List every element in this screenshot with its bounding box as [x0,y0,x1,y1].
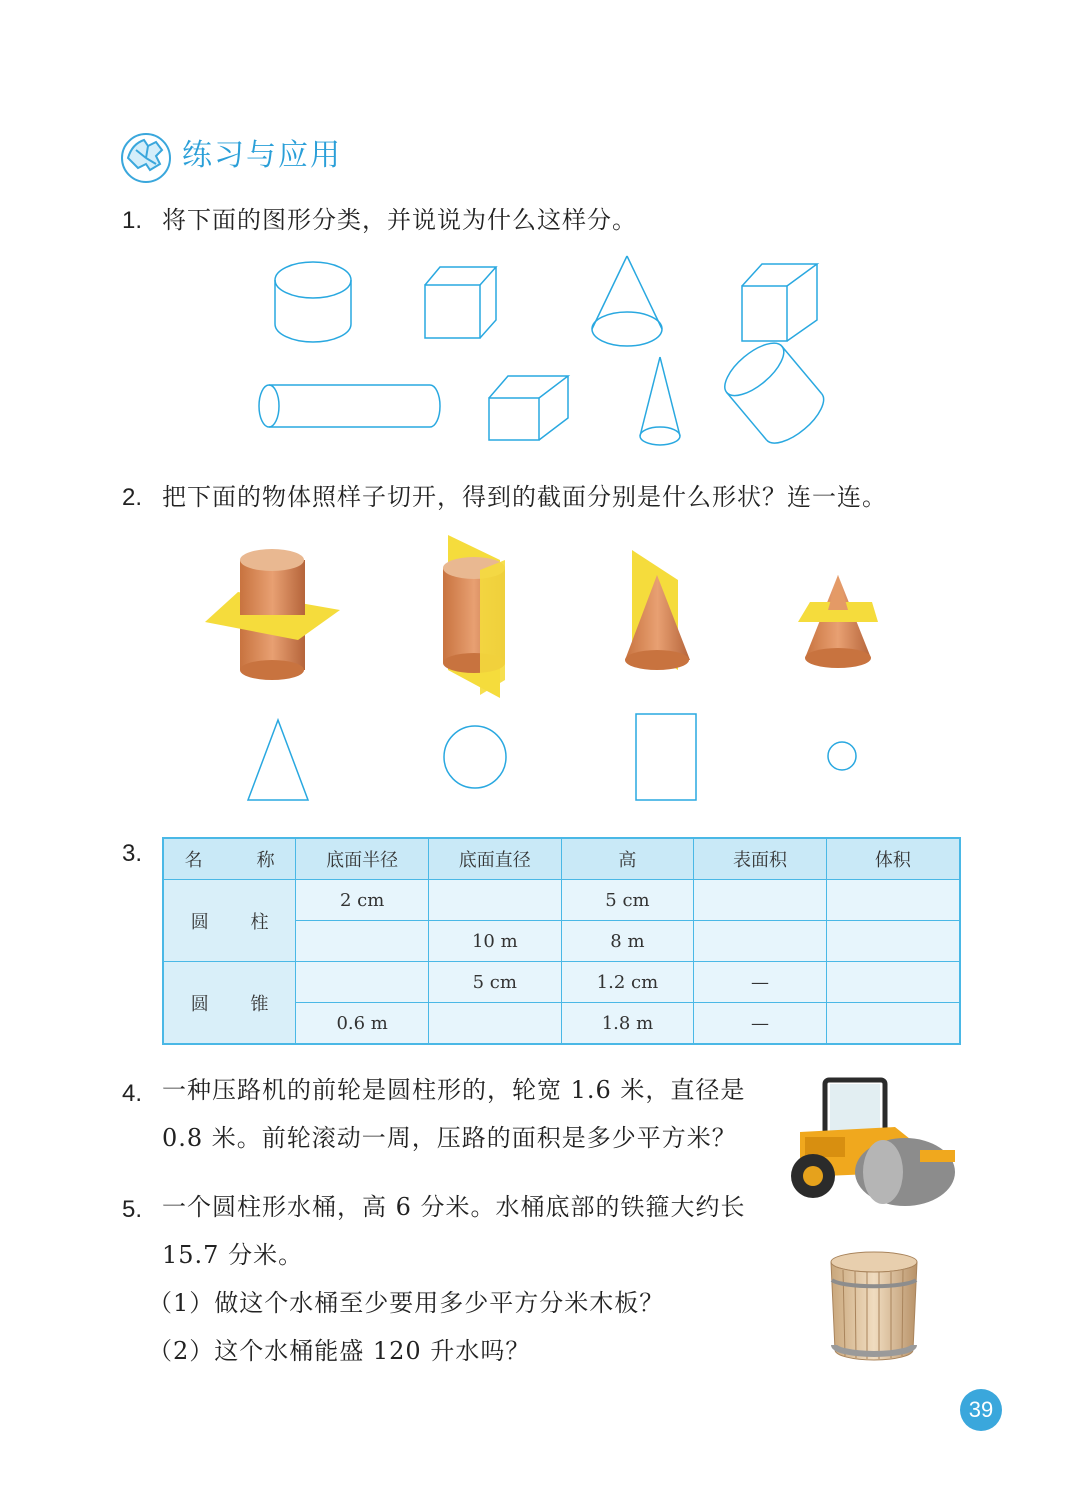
header-radius: 底面半径 [296,838,429,880]
table-cell: 8 m [561,921,694,962]
header-surface-area: 表面积 [694,838,827,880]
table-cell[interactable] [826,880,960,921]
puzzle-icon [118,128,174,184]
table-cell[interactable] [296,921,429,962]
cuboid-shape-2 [489,376,568,440]
question-3-number: 3. [122,840,143,867]
table-cell[interactable] [428,880,561,921]
table-cell: 10 m [428,921,561,962]
cylinder-horizontal-cut [205,549,340,680]
cylinder-vertical-cut [443,535,505,698]
table-header-row [163,838,960,880]
question-2-number: 2. [122,484,143,511]
table-cell[interactable] [826,962,960,1003]
table-cell[interactable] [428,1003,561,1045]
question-1-number: 1. [122,207,143,234]
row-label-cone: 圆 锥 [163,962,296,1045]
circle-shape-small [828,742,856,770]
table-cell[interactable] [826,1003,960,1045]
question-5-line-2: 15.7 分米。 [162,1241,304,1269]
question-4-line-1: 一种压路机的前轮是圆柱形的，轮宽 1.6 米，直径是 [162,1076,746,1104]
table-cell[interactable] [694,880,827,921]
cone-vertical-cut [625,550,690,670]
question-5-sub-1: （1）做这个水桶至少要用多少平方分米木板？ [148,1289,665,1317]
table-cell[interactable] [826,921,960,962]
question-5-line-1: 一个圆柱形水桶，高 6 分米。水桶底部的铁箍大约长 [162,1193,746,1221]
cuboid-shape-1 [742,264,817,341]
section-title: 练习与应用 [182,138,342,173]
question-1-text: 将下面的图形分类，并说说为什么这样分。 [162,206,637,234]
header-diameter: 底面直径 [428,838,561,880]
header-height: 高 [561,838,694,880]
cone-shape-2 [640,357,680,445]
table-cell[interactable] [296,962,429,1003]
table-row [163,880,960,921]
table-cell: 5 cm [428,962,561,1003]
table-cell: 0.6 m [296,1003,429,1045]
wooden-bucket-icon [828,1250,920,1362]
cylinder-cone-table [162,837,961,1045]
page-number: 39 [960,1389,1002,1431]
question-4-line-2: 0.8 米。前轮滚动一周，压路的面积是多少平方米？ [162,1124,737,1152]
question-5-sub-2: （2）这个水桶能盛 120 升水吗？ [148,1337,531,1365]
cone-shape-1 [592,256,662,346]
cone-horizontal-cut [798,575,878,668]
table-cell: 5 cm [561,880,694,921]
question-4-number: 4. [122,1080,143,1107]
row-label-cylinder: 圆 柱 [163,880,296,962]
cube-shape [425,267,496,338]
question-5-number: 5. [122,1196,143,1223]
header-name: 名 称 [163,838,296,880]
rectangle-shape [636,714,696,800]
q1-shapes-figure [240,250,860,450]
table-cell: — [694,962,827,1003]
question-2-text: 把下面的物体照样子切开，得到的截面分别是什么形状？连一连。 [162,483,887,511]
cylinder-shape-2 [259,385,440,427]
table-row [163,962,960,1003]
q2-cut-solids-figure [200,530,900,810]
circle-shape-large [444,726,506,788]
road-roller-icon [785,1072,965,1212]
triangle-shape [248,720,308,800]
table-cell[interactable] [694,921,827,962]
table-cell: 2 cm [296,880,429,921]
table-cell: 1.2 cm [561,962,694,1003]
cylinder-shape-3 [716,334,832,452]
table-cell: 1.8 m [561,1003,694,1045]
header-volume: 体积 [826,838,960,880]
cylinder-shape-1 [275,262,351,342]
table-cell: — [694,1003,827,1045]
